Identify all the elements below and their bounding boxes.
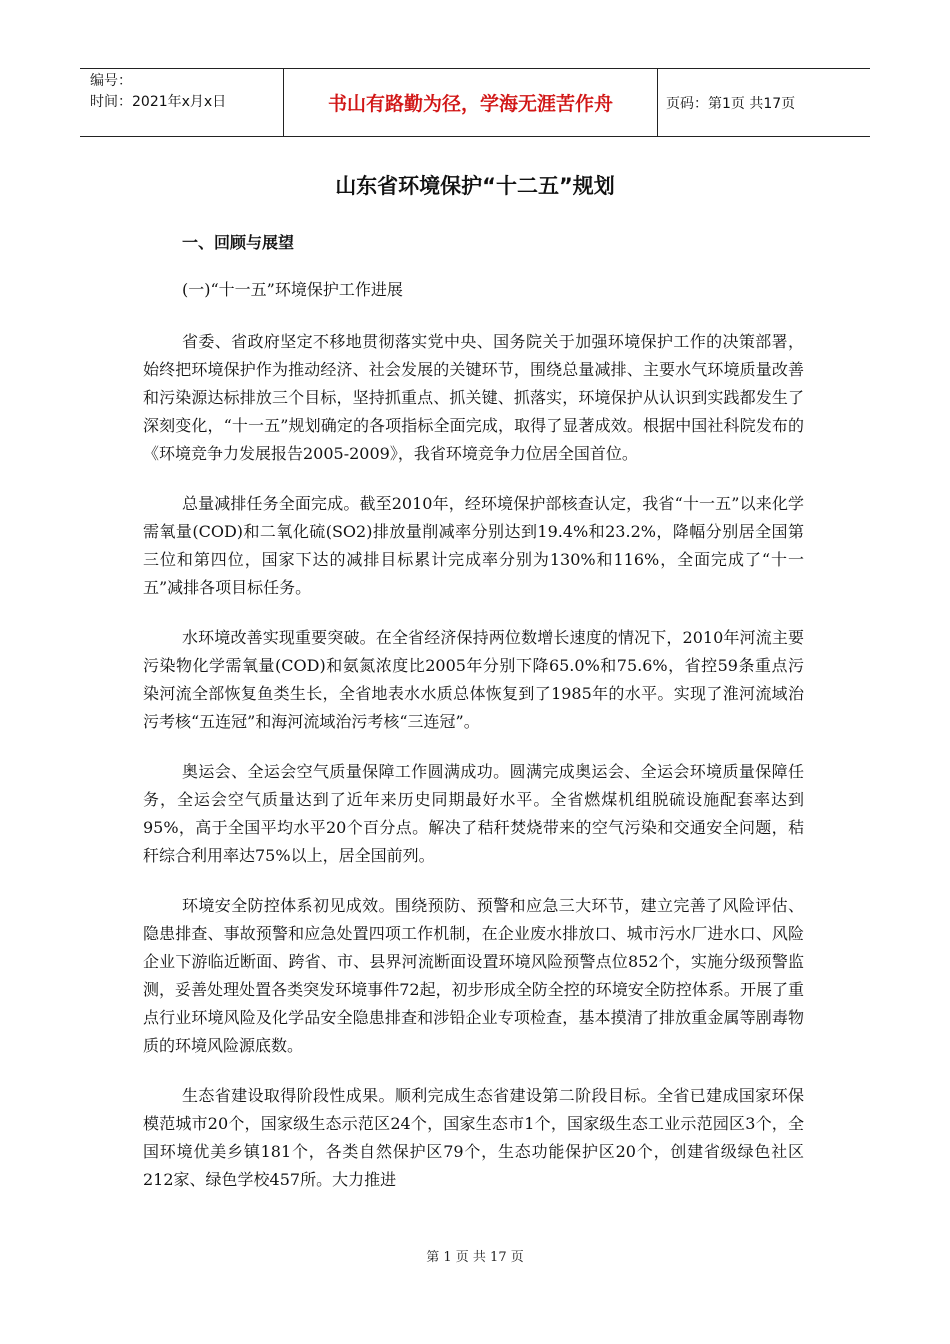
paragraph: 总量减排任务全面完成。截至2010年，经环境保护部核查认定，我省“十一五”以来化学需氧量(COD)和二氧化硫(SO2)排放量削减率分别达到19.4%和23.2%，降幅分别居全国第三位和第四位，国家下达的减排目标累计完成率分别为130%和116%，全面完成了“十一五”减排各项目标任务。 bbox=[143, 494, 804, 597]
paragraph: 水环境改善实现重要突破。在全省经济保持两位数增长速度的情况下，2010年河流主要污染物化学需氧量(COD)和氨氮浓度比2005年分别下降65.0%和75.6%，省控59条重点污染河流全部恢复鱼类生长，全省地表水水质总体恢复到了1985年的水平。实现了淮河流域治污考核“五连冠”和海河流域治污考核“三连冠”。 bbox=[143, 628, 804, 731]
document-body bbox=[143, 228, 804, 1194]
subsection-heading: (一)“十一五”环境保护工作进展 bbox=[182, 280, 403, 299]
paragraph: 生态省建设取得阶段性成果。顺利完成生态省建设第二阶段目标。全省已建成国家环保模范城市20个，国家级生态示范区24个，国家生态市1个，国家级生态工业示范园区3个，全国环境优美乡镇181个，各类自然保护区79个，生态功能保护区20个，创建省级绿色社区212家、绿色学校457所。大力推进 bbox=[143, 1086, 804, 1189]
section-heading: 一、回顾与展望 bbox=[182, 233, 295, 252]
header-meta bbox=[80, 69, 283, 136]
page-header bbox=[80, 68, 870, 137]
page-footer: 第 1 页 共 17 页 bbox=[426, 1250, 524, 1265]
paragraph: 环境安全防控体系初见成效。围绕预防、预警和应急三大环节，建立完善了风险评估、隐患排查、事故预警和应急处置四项工作机制，在企业废水排放口、城市污水厂进水口、风险企业下游临近断面、跨省、市、县界河流断面设置环境风险预警点位852个，实施分级预警监测，妥善处理处置各类突发环境事件72起，初步形成全防全控的环境安全防控体系。开展了重点行业环境风险及化学品安全隐患排查和涉铅企业专项检查，基本摸清了排放重金属等剧毒物质的环境风险源底数。 bbox=[143, 896, 804, 1055]
paragraph: 奥运会、全运会空气质量保障工作圆满成功。圆满完成奥运会、全运会环境质量保障任务，全运会空气质量达到了近年来历史同期最好水平。全省燃煤机组脱硫设施配套率达到95%，高于全国平均水平20个百分点。解决了秸秆焚烧带来的空气污染和交通安全问题，秸秆综合利用率达75%以上，居全国前列。 bbox=[143, 762, 804, 865]
paragraph: 省委、省政府坚定不移地贯彻落实党中央、国务院关于加强环境保护工作的决策部署，始终把环境保护作为推动经济、社会发展的关键环节，围绕总量减排、主要水气环境质量改善和污染源达标排放三个目标，坚持抓重点、抓关键、抓落实，环境保护从认识到实践都发生了深刻变化，“十一五”规划确定的各项指标全面完成，取得了显著成效。根据中国社科院发布的《环境竞争力发展报告2005-2009》，我省环境竞争力位居全国首位。 bbox=[143, 332, 804, 463]
document-title: 山东省环境保护“十二五”规划 bbox=[335, 174, 615, 198]
document-time-label: 时间：2021年x月x日 bbox=[90, 94, 227, 110]
header-motto: 书山有路勤为径，学海无涯苦作舟 bbox=[283, 69, 658, 136]
header-page-info: 页码：第1页 共17页 bbox=[666, 95, 796, 112]
document-number-label: 编号： bbox=[90, 73, 132, 89]
